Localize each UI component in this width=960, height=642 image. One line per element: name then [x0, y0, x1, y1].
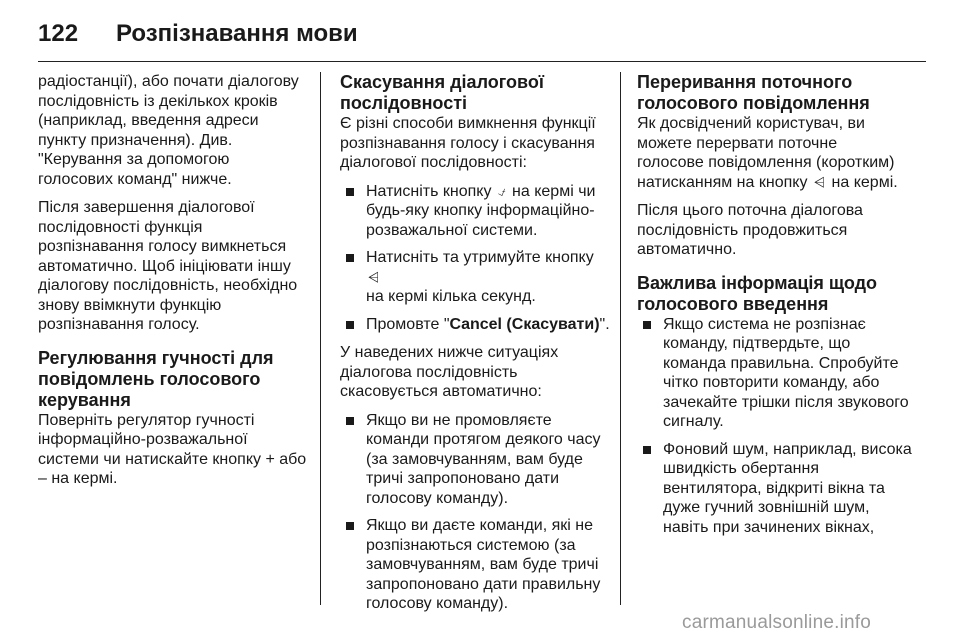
paragraph: У наведених нижче ситуаціях діалогова послідовність скасовується автоматично: [340, 344, 559, 400]
voice-icon: ⩤ [368, 268, 380, 285]
voice-icon: ⩤ [813, 173, 826, 190]
list-item-text: Натисніть та утримуйте кнопку [366, 249, 594, 266]
paragraph-text: Як досвідчений користувач, ви можете перервати поточне голосове повідомлення (коротким) натисканням на кнопку [637, 115, 895, 191]
watermark: carmanualsonline.info [682, 612, 872, 633]
column-right [637, 72, 927, 546]
bullet-list [637, 315, 927, 538]
paragraph: радіостанції), або почати діалогову послідовність із декількох кроків (наприклад, введення адреси пункту призначення). Див. "Керування за допомогою голосових команд" нижче. [38, 73, 299, 188]
column-middle [340, 72, 610, 623]
paragraph: Після цього поточна діалогова послідовність продовжиться автоматично. [637, 202, 863, 258]
paragraph: Після завершення діалогової послідовності функція розпізнавання голосу вимкнеться автоматично. Щоб ініціювати іншу діалогову послідовність, необхідно знову ввімкнути функцію розпізнавання голосу. [38, 199, 298, 333]
bullet-list [340, 182, 610, 335]
list-item-text: ". [599, 315, 610, 333]
command-text: Cancel (Скасувати) [449, 315, 600, 333]
list-item: Фоновий шум, наприклад, висока швидкість обертання вентилятора, відкриті вікна та дуже гучний зовнішній шум, навіть при зачинених вікнах, [637, 440, 927, 538]
page-title: Розпізнавання мови [116, 20, 358, 47]
page-number: 122 [38, 20, 79, 47]
voice-off-icon: ⍻ [497, 182, 506, 199]
paragraph: Поверніть регулятор гучності інформаційно-розважальної системи чи натискайте кнопку + або – на кермі. [38, 411, 307, 487]
section-heading-important: Важлива інформація щодо голосового введення [637, 272, 878, 314]
section-heading-cancel: Скасування діалогової послідовності [340, 72, 544, 113]
list-item [340, 315, 610, 335]
column-divider [620, 72, 621, 605]
list-item [340, 248, 610, 307]
list-item: Якщо ви не промовляєте команди протягом деякого часу (за замовчуванням, вам буде тричі запропоновано дати голосову команду). [340, 411, 610, 509]
list-item-text: на кермі кілька секунд. [366, 288, 536, 305]
section-heading-volume: Регулювання гучності для повідомлень голосового керування [38, 347, 274, 410]
paragraph [637, 114, 927, 192]
list-item-text: на кермі чи будь-яку кнопку інформаційно- розважальної системи. [366, 182, 596, 239]
section-heading-interrupt: Переривання поточного голосового повідомлення [637, 72, 870, 113]
column-left [38, 72, 310, 498]
paragraph-text: на кермі. [827, 173, 898, 191]
list-item: Якщо ви даєте команди, які не розпізнаються системою (за замовчуванням, вам буде тричі запропоновано дати правильну голосову команду). [340, 516, 610, 614]
paragraph: Є різні способи вимкнення функції розпізнавання голосу і скасування діалогової послідовності: [340, 115, 596, 171]
header-rule [38, 61, 926, 62]
page-header [38, 14, 358, 54]
list-item-text: Промовте " [366, 315, 450, 333]
bullet-list [340, 411, 610, 614]
list-item [340, 182, 610, 241]
list-item: Якщо система не розпізнає команду, підтвердьте, що команда правильна. Спробуйте чітко повторити команду, або зачекайте трішки після звукового сигналу. [637, 315, 927, 432]
column-divider [320, 72, 321, 605]
list-item-text: Натисніть кнопку [366, 182, 496, 200]
